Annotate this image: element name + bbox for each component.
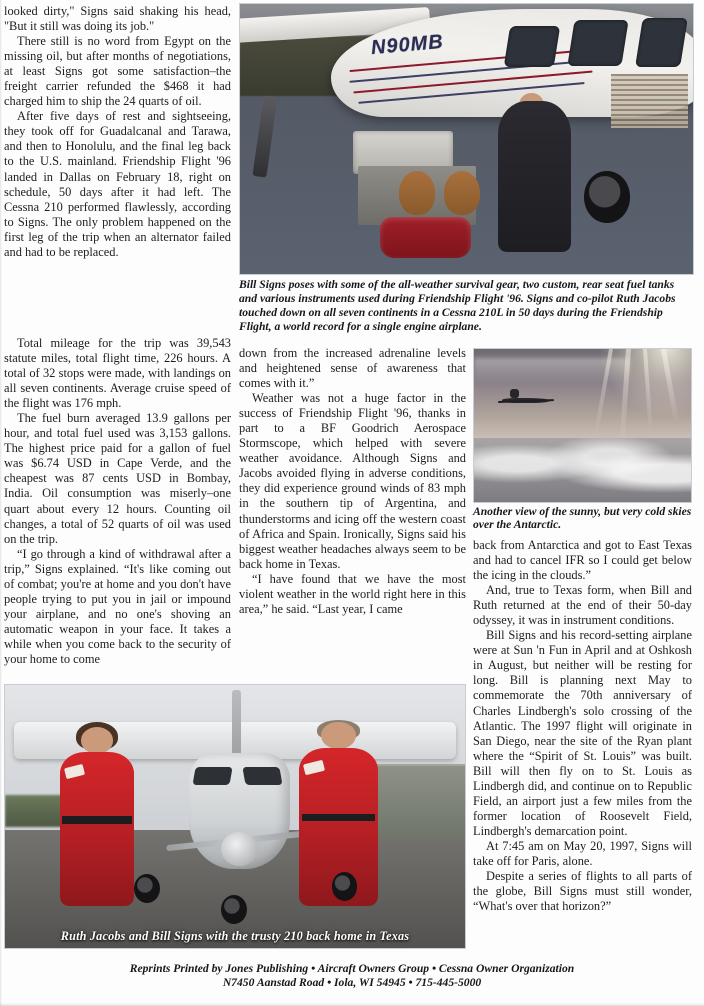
photo-waist-belt — [62, 816, 131, 823]
paragraph: Despite a series of flights to all parts of the globe, Bill Signs must still wonder, “What's over that horizon?” — [473, 869, 692, 914]
photo-windshield-right — [243, 767, 283, 785]
footer-line-2: N7450 Aanstad Road • Iola, WI 54945 • 715-445-5000 — [222, 976, 482, 990]
photo-snowshoe — [399, 171, 435, 214]
photo-aircraft-silhouette — [498, 392, 554, 407]
photo-bill-signs-with-survival-gear — [239, 3, 694, 275]
paragraph: back from Antarctica and got to East Texas and had to cancel IFR so I could get below the icing in the clouds.” — [473, 538, 692, 583]
photo-propeller — [253, 95, 278, 177]
caption-hero-photo: Bill Signs poses with some of the all-weather survival gear, two custom, rear seat fuel tanks and various instruments used during Friendship Flight '96. Signs and co-pilot Ruth Jacobs touched down on all seven continents in a Cessna 210L in 50 days during the Friendship Flight, a world record for a single engine airplane. — [239, 278, 676, 334]
caption-bottom-photo-overlay: Ruth Jacobs and Bill Signs with the trusty 210 back home in Texas — [60, 929, 410, 943]
photo-main-wheel — [332, 872, 358, 901]
photo-windshield-left — [192, 767, 232, 785]
photo-sponsor-decals — [611, 74, 688, 128]
paragraph: “I go through a kind of withdrawal after a trip,” Signs explained. “It's like coming out of combat; you're at home and you don't have people trying to put you in jail or impound your airplane, and no one's shoving an automatic weapon in your face. It takes a while when you come back to the security of your home to come — [4, 546, 231, 666]
photo-waist-belt — [302, 814, 375, 821]
photo-person-head — [321, 722, 355, 750]
paragraph: At 7:45 am on May 20, 1997, Signs will take off for Paris, alone. — [473, 838, 692, 868]
photo-red-duffel-bag — [380, 217, 471, 258]
photo-aircraft-tail — [510, 389, 519, 398]
text-column-1-lower — [4, 336, 231, 667]
text-column-2 — [239, 346, 466, 617]
photo-person-bill-signs — [498, 101, 570, 252]
caption-antarctic-photo: Another view of the sunny, but very cold skies over the Antarctic. — [473, 505, 692, 532]
paragraph: After five days of rest and sightseeing, they took off for Guadalcanal and Tarawa, and then to Honolulu, and the final leg back to the U.S. mainland. Friendship Flight '96 landed in Dallas on February 18, right on schedule, 50 days after it had left. The Cessna 210 performed flawlessly, according to Signs. The only problem happened on the first leg of the trip when an alternator failed and had to be replaced. — [4, 109, 231, 259]
paragraph: down from the increased adrenaline levels and heightened sense of awareness that comes with it.” — [239, 346, 466, 391]
photo-person-ruth-jacobs — [60, 727, 134, 906]
paragraph: Weather was not a huge factor in the success of Friendship Flight '96, thanks in part to a BF Goodrich Aerospace Stormscope, which helped with severe weather avoidance. Although Signs and Jacobs avoided flying in adverse conditions, they did experience ground winds of 83 mph in the southern tip of Argentina, and thunderstorms and icing off the western coast of Africa and Spain. Ironically, Signs said his biggest weather headaches always seem to be back home in Texas. — [239, 391, 466, 571]
photo-cabin-window — [635, 18, 688, 67]
paragraph: Total mileage for the trip was 39,543 statute miles, total flight time, 226 hours. A total of 32 stops were made, with landings on all seven continents. Average cruise speed of the flight was 176 mph. — [4, 336, 231, 411]
aircraft-tail-number: N90MB — [370, 30, 445, 59]
photo-ruth-and-bill-with-210 — [4, 684, 466, 949]
text-column-1-upper — [4, 4, 231, 260]
photo-main-wheel — [134, 874, 160, 903]
paragraph: The fuel burn averaged 13.9 gallons per hour, and total fuel used was 3,153 gallons. The highest price paid for a gallon of fuel was $6.74 USD in Cape Verde, and the cheapest was 87 cents USD in Bombay, India. Oil consumption was miserly–one quart about every 12 hours. Counting oil changes, a total of 52 quarts of oil was used on the trip. — [4, 411, 231, 546]
paragraph: looked dirty," Signs said shaking his head, "But it still was doing its job." — [4, 4, 231, 34]
paragraph: And, true to Texas form, when Bill and Ruth returned at the end of their 50-day odyssey, it was in instrument conditions. — [473, 583, 692, 628]
footer-line-1: Reprints Printed by Jones Publishing • Aircraft Owners Group • Cessna Owner Organization — [129, 962, 575, 975]
paragraph: There still is no word from Egypt on the missing oil, but after months of negotiations, at least Signs got some satisfaction–the freight carrier refunded the $468 it had charged him to ship the 24 quarts of oil. — [4, 34, 231, 109]
photo-cabin-window — [567, 20, 629, 66]
photo-cabin-window — [504, 26, 560, 67]
photo-snowshoe — [444, 171, 480, 214]
paragraph: “I have found that we have the most violent weather in the world right here in this area,” he said. “Last year, I came — [239, 571, 466, 616]
photo-ice-field — [474, 438, 691, 502]
photo-antarctic-aerial — [473, 348, 692, 503]
text-column-3 — [473, 538, 692, 914]
paragraph: Bill Signs and his record-setting airplane were at Sun 'n Fun in April and at Oshkosh in August, but neither will be resting for long. Bill is planning next May to commemorate the 70th anniversary of Charles Lindbergh's solo crossing of the Atlantic. The 1997 flight will originate in San Diego, near the site of the Ryan plant where the “Spirit of St. Louis” was built. Bill will then fly on to St. Louis as Lindbergh did, and continue on to Republic Field, an airport just a few miles from the former location of Roosevelt Field, Lindbergh's demarcation point. — [473, 628, 692, 838]
photo-person-head — [81, 727, 113, 754]
scan-edge-shadow — [0, 0, 2, 1006]
footer-imprint — [0, 962, 704, 991]
photo-main-wheel — [584, 171, 629, 222]
